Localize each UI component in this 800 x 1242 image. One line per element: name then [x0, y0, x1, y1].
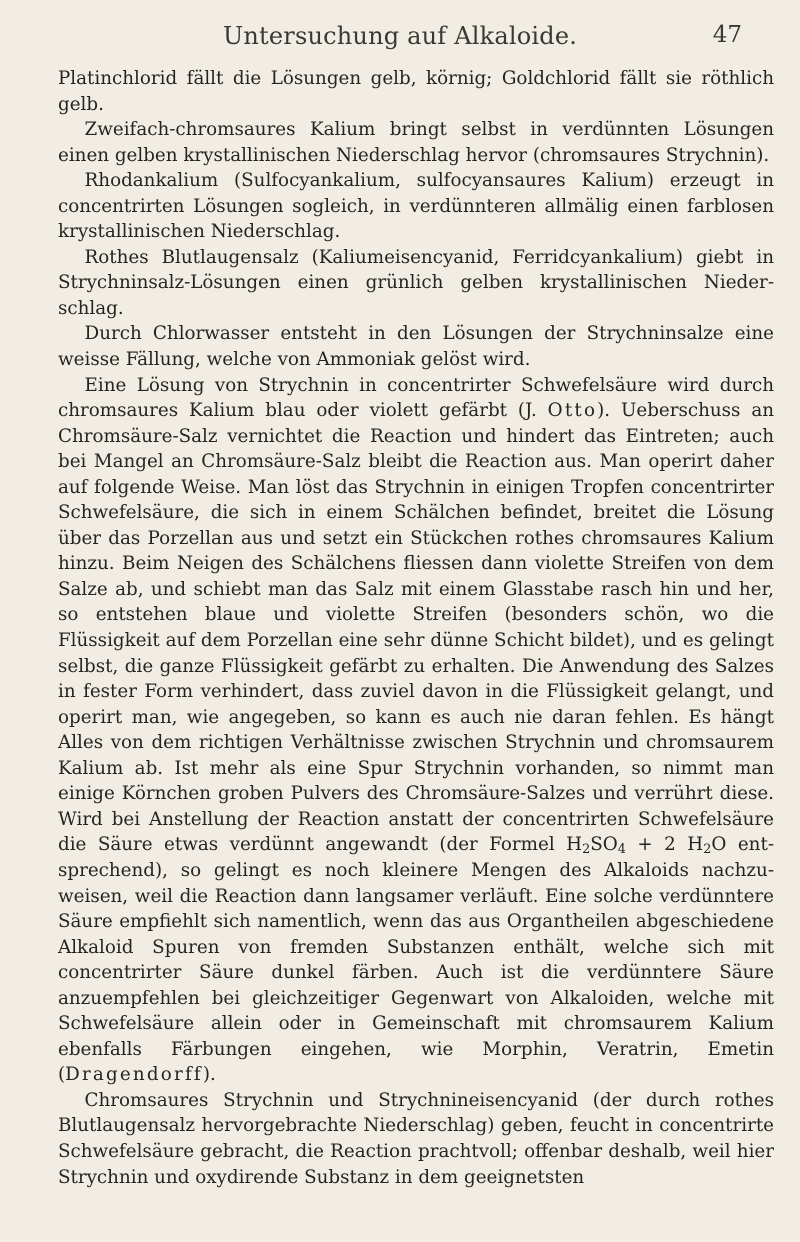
paragraph-blutlaugensalz: Rothes Blutlaugensalz (Kaliumeisencyanid, Ferridcyankalium) giebt in Strychninsalz-Lösungen einen grünlich gelben krystallinischen Niederschlag.	[58, 246, 774, 319]
paragraph-text: Eine Lösung von Strychnin in concentrirter Schwefelsäure wird durch chromsaures Kalium blau oder violett gefärbt (J.	[58, 374, 774, 422]
paragraph-text: ). Ueberschuss an Chromsäure-Salz vernichtet die Reaction und hindert das Eintreten; auch bei Mangel an Chromsäure-Salz bleibt die Reaction aus. Man operirt daher auf folgende Weise. Man löst das Strychnin in einigen Tropfen concentrirter Schwefelsäure, die sich in einem Schälchen befindet, breitet die Lösung über das Porzellan aus und setzt ein Stückchen rothes chromsaures Kalium hinzu. Beim Neigen des Schälchens fliessen dann violette Streifen von dem Salze ab, und schiebt man das Salz mit einem Glasstabe rasch hin und her, so entstehen blaue und violette Streifen (besonders schön, wo die Flüssigkeit auf dem Porzellan eine sehr dünne Schicht bildet), und es gelingt selbst, die ganze Flüssigkeit gefärbt zu erhalten. Die Anwendung des Salzes in fester Form verhindert, dass zuviel davon in die Flüssigkeit gelangt, und operirt man, wie angegeben, so kann es auch nie daran fehlen. Es hängt Alles von dem richtigen Verhältnisse zwischen Strychnin und chromsaurem Kalium ab. Ist mehr als eine Spur Strychnin vorhanden, so nimmt man einige Körnchen groben Pulvers des Chromsäure-Salzes und verrührt diese. Wird bei Anstellung der Reaction anstatt der concentrirten Schwefelsäure die Säure etwas verdünnt angewandt (der Formel	[58, 400, 775, 856]
page-header	[0, 20, 800, 60]
paragraph-platinchlorid: Platinchlorid fällt die Lösungen gelb, körnig; Goldchlorid fällt sie röthlich gelb.	[58, 68, 774, 115]
running-title: Untersuchung auf Alkaloide.	[222, 22, 578, 50]
body-text	[58, 66, 774, 1190]
author-name: Dragendorff	[65, 1064, 203, 1086]
paragraph-rhodankalium: Rhodankalium (Sulfocyankalium, sulfocyansaures Kalium) erzeugt in concentrirten Lösungen sogleich, in verdünnteren allmälig einen farblosen krystallinischen Niederschlag.	[58, 170, 774, 243]
paragraph-text: ).	[202, 1064, 216, 1086]
author-name: Otto	[547, 400, 598, 422]
paragraph-schwefelsaeure-reaction	[58, 373, 774, 1088]
paragraph-chlorwasser: Durch Chlorwasser entsteht in den Lösungen der Strychninsalze eine weisse Fällung, welche von Ammoniak gelöst wird.	[58, 323, 774, 371]
paragraph-text: entsprechend), so gelingt es noch kleinere Mengen des Alkaloids nachzuweisen, weil die Reaction dann langsamer verläuft. Eine solche verdünntere Säure empfiehlt sich namentlich, wenn das aus Organtheilen abgeschiedene Alkaloid Spuren von fremden Substanzen enthält, welche sich mit concentrirter Säure dunkel färben. Auch ist die verdünntere Säure anzuempfehlen bei gleichzeitiger Gegenwart von Alkaloiden, welche mit Schwefelsäure allein oder in Gemeinschaft mit chromsaurem Kalium ebenfalls Färbungen eingehen, wie Morphin, Veratrin, Emetin (	[58, 834, 774, 1086]
page-number: 47	[712, 22, 742, 48]
paragraph-chromsaures-strychnin: Chromsaures Strychnin und Strychnineisencyanid (der durch rothes Blutlaugensalz hervorgebrachte Niederschlag) geben, feucht in concentrirte Schwefelsäure gebracht, die Reaction prachtvoll; offenbar deshalb, weil hier Strychnin und oxydirende Substanz in dem geeignetsten	[58, 1089, 774, 1188]
paragraph-chromsaures-kalium: Zweifach-chromsaures Kalium bringt selbst in verdünnten Lösungen einen gelben krystallinischen Niederschlag hervor (chromsaures Strychnin).	[58, 119, 774, 166]
chemical-formula: $H_2SO_4 + 2$ $H_2O$	[566, 834, 727, 858]
